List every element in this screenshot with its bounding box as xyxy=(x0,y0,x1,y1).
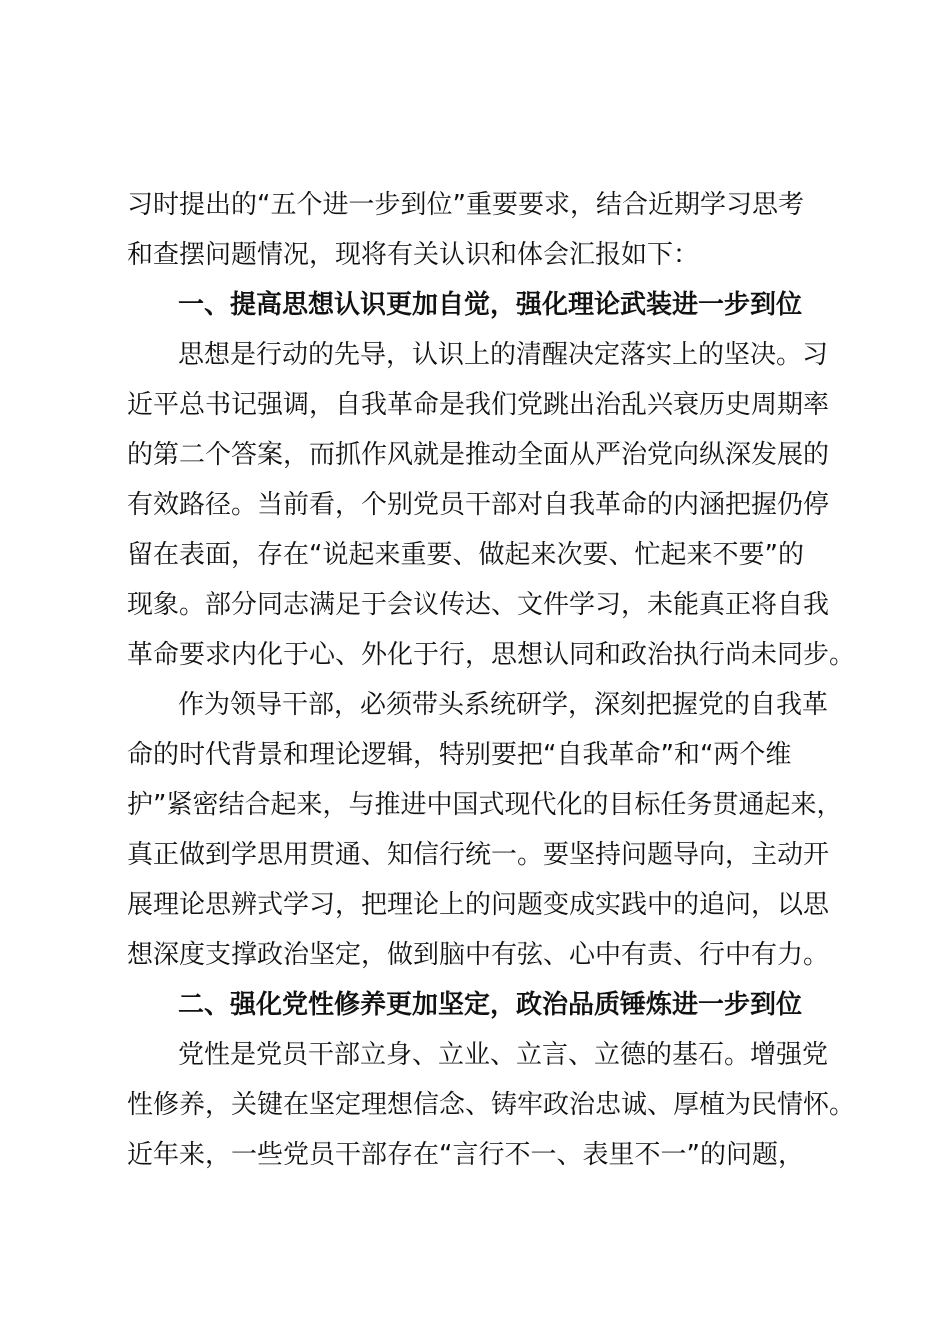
body-line: 性修养，关键在坚定理想信念、铸牢政治忠诚、厚植为民情怀。 xyxy=(127,1090,856,1120)
body-line: 革命要求内化于心、外化于行，思想认同和政治执行尚未同步。 xyxy=(127,640,856,670)
section-heading: 二、强化党性修养更加坚定，政治品质锤炼进一步到位 xyxy=(178,990,803,1020)
body-line: 展理论思辨式学习，把理论上的问题变成实践中的追问，以思 xyxy=(127,890,830,920)
body-line: 有效路径。当前看，个别党员干部对自我革命的内涵把握仍停 xyxy=(127,490,830,520)
body-line: 命的时代背景和理论逻辑，特别要把“自我革命”和“两个维 xyxy=(127,740,792,770)
body-line: 真正做到学思用贯通、知信行统一。要坚持问题导向，主动开 xyxy=(127,840,830,870)
body-line: 现象。部分同志满足于会议传达、文件学习，未能真正将自我 xyxy=(127,590,830,620)
body-line: 想深度支撑政治坚定，做到脑中有弦、心中有责、行中有力。 xyxy=(127,940,830,970)
body-line: 和查摆问题情况，现将有关认识和体会汇报如下： xyxy=(127,240,700,270)
body-line: 作为领导干部，必须带头系统研学，深刻把握党的自我革 xyxy=(178,690,829,720)
body-line: 留在表面，存在“说起来重要、做起来次要、忙起来不要”的 xyxy=(127,540,804,570)
section-heading: 一、提高思想认识更加自觉，强化理论武装进一步到位 xyxy=(178,290,803,320)
body-line: 党性是党员干部立身、立业、立言、立德的基石。增强党 xyxy=(178,1040,829,1070)
body-line: 近年来，一些党员干部存在“言行不一、表里不一”的问题， xyxy=(127,1140,804,1170)
body-line: 思想是行动的先导，认识上的清醒决定落实上的坚决。习 xyxy=(178,340,829,370)
body-line: 护”紧密结合起来，与推进中国式现代化的目标任务贯通起来， xyxy=(127,790,843,820)
body-line: 近平总书记强调，自我革命是我们党跳出治乱兴衰历史周期率 xyxy=(127,390,830,420)
body-line: 习时提出的“五个进一步到位”重要要求，结合近期学习思考 xyxy=(127,190,804,220)
body-line: 的第二个答案，而抓作风就是推动全面从严治党向纵深发展的 xyxy=(127,440,830,470)
